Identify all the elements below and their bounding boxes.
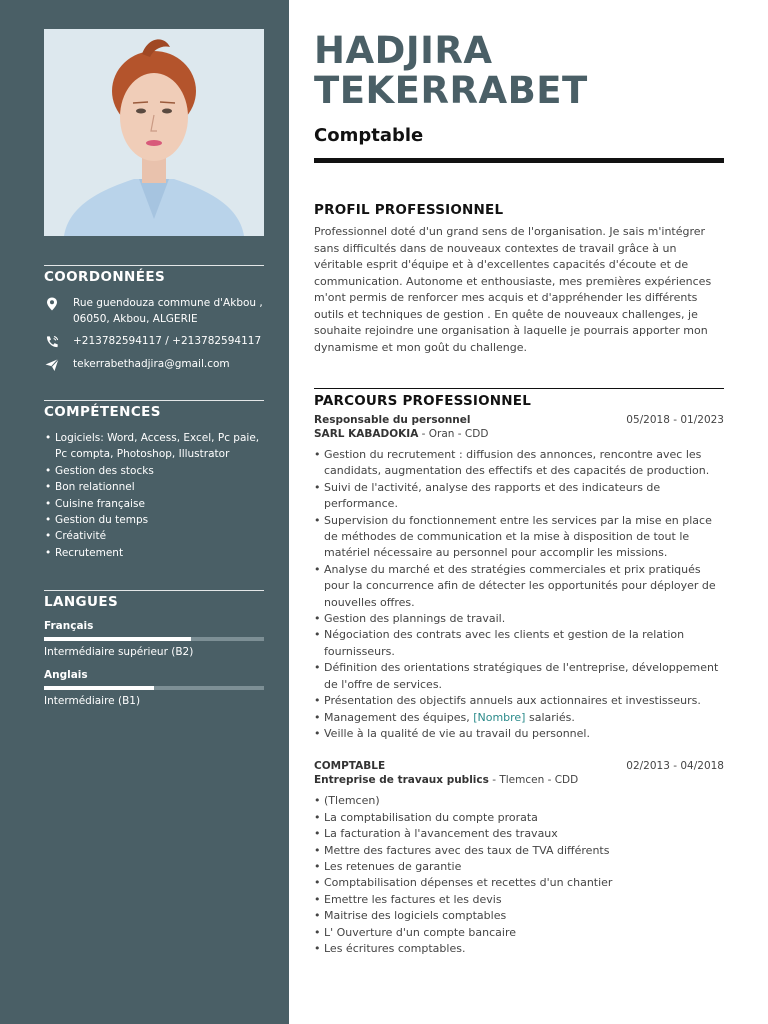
job-entry [314,760,724,957]
skill-item: • Bon relationnel [55,479,264,495]
skills-list [44,430,264,561]
duty-item: • La comptabilisation du compte prorata [324,810,724,826]
duty-item: • Gestion des plannings de travail. [324,611,724,627]
job-company [314,774,724,786]
email-row [44,356,264,373]
language-bar [44,637,264,641]
profile-text: Professionnel doté d'un grand sens de l'organisation. Je sais m'intégrer sans difficultés dans de nouveaux contextes de travail grâce à un véritable esprit d'équipe et à d'excellentes capacités d'écoute et de communication. Autonome et enthousiaste, mes premières expériences m'ont permis de renforcer mes acquis et d'appréhender les différents outils et techniques de gestion . En quête de nouveaux challenges, je souhaite rejoindre une organisation à laquelle je pourrais apporter mon dynamisme et mon goût du challenge. [314,225,712,354]
language-bar-fill [44,686,154,690]
profile-photo [44,29,264,236]
address-text [73,295,264,327]
experience-section [314,388,724,957]
profile-section [314,202,724,356]
job-header [314,760,724,772]
language-level: Intermédiaire supérieur (B2) [44,646,194,658]
company-name: SARL KABADOKIA [314,428,419,440]
language-bar-fill [44,637,191,641]
job-company [314,428,724,440]
skills-title: COMPÉTENCES [44,404,161,420]
duty-item: • Les écritures comptables. [324,941,724,957]
job-header [314,414,724,426]
placeholder-text: [Nombre] [473,710,526,724]
company-name: Entreprise de travaux publics [314,774,489,787]
contact-title: COORDONNÉES [44,269,166,285]
first-name: HADJIRA [314,29,493,72]
duty-item: • La facturation à l'avancement des travaux [324,826,724,842]
job-title: Comptable [314,125,424,146]
duties-list [314,793,724,957]
contact-divider [44,265,264,266]
duty-item: • Suivi de l'activité, analyse des rapports et des indicateurs de performance. [324,480,724,513]
job-dates: 05/2018 - 01/2023 [626,414,724,426]
job-role: Responsable du personnel [314,414,471,426]
languages-divider [44,590,264,591]
send-icon [44,357,60,373]
duty-item: • Négociation des contrats avec les clients et gestion de la relation fournisseurs. [324,627,724,660]
languages-section [44,590,264,718]
skill-item: • Logiciels: Word, Access, Excel, Pc paie, Pc compta, Photoshop, Illustrator [55,430,264,463]
contact-section [44,265,264,379]
company-details: - Oran - CDD [418,428,489,440]
language-level: Intermédiaire (B1) [44,695,141,707]
skills-section [44,400,264,561]
address-line1: Rue guendouza commune d'Akbou , [73,297,263,309]
experience-divider [314,388,724,389]
skills-divider [44,400,264,401]
duty-prefix: Management des équipes, [324,710,474,724]
job-entry [314,414,724,742]
phone-text[interactable]: +213782594117 / +213782594117 [73,335,262,347]
language-name: Français [44,620,94,632]
duty-item: • Analyse du marché et des stratégies commerciales et prix pratiqués pour la concurrence afin de détecter les opportunités pour déployer de nouvelles offres. [324,562,724,611]
profile-title: PROFIL PROFESSIONNEL [314,202,504,218]
skill-item: • Créativité [55,528,264,544]
duty-item: • Emettre les factures et les devis [324,892,724,908]
email-text[interactable]: tekerrabethadjira@gmail.com [73,358,230,370]
duty-item: • Comptabilisation dépenses et recettes d'un chantier [324,875,724,891]
skill-item: • Recrutement [55,545,264,561]
person-name [314,31,724,111]
duty-suffix: salariés. [525,710,575,724]
company-details: - Tlemcen - CDD [488,774,579,787]
location-pin-icon [44,296,60,312]
skill-item: • Cuisine française [55,496,264,512]
address-row [44,295,264,327]
phone-row [44,333,264,350]
header-divider [314,158,724,163]
phone-icon [44,334,60,350]
duties-list [314,447,724,742]
skill-item: • Gestion du temps [55,512,264,528]
skill-item: • Gestion des stocks [55,463,264,479]
duty-item: • Les retenues de garantie [324,859,724,875]
duty-item: • Maitrise des logiciels comptables [324,908,724,924]
duty-item: • L' Ouverture d'un compte bancaire [324,925,724,941]
duty-item: • (Tlemcen) [324,793,724,809]
experience-title: PARCOURS PROFESSIONNEL [314,393,532,409]
address-line2: 06050, Akbou, ALGERIE [73,313,198,325]
duty-item: • Présentation des objectifs annuels aux actionnaires et investisseurs. [324,693,724,709]
job-role: COMPTABLE [314,760,386,773]
duty-item: • Gestion du recrutement : diffusion des annonces, rencontre avec les candidats, augmentation des effectifs et des capacités de production. [324,447,724,480]
languages-title: LANGUES [44,594,119,610]
duty-item: • Veille à la qualité de vie au travail du personnel. [324,726,724,742]
last-name: TEKERRABET [314,69,588,112]
job-dates: 02/2013 - 04/2018 [626,760,724,773]
duty-item: • Supervision du fonctionnement entre les services par la mise en place de méthodes de communication et la mise à disposition de tout le matériel nécessaire au personnel pour accomplir les missions. [324,513,724,562]
duty-item: • Mettre des factures avec des taux de TVA différents [324,843,724,859]
language-name: Anglais [44,669,88,681]
duty-item: • Définition des orientations stratégiques de l'entreprise, développement de l'offre de services. [324,660,724,693]
language-bar [44,686,264,690]
sidebar [0,0,289,1024]
duty-item [324,710,724,726]
